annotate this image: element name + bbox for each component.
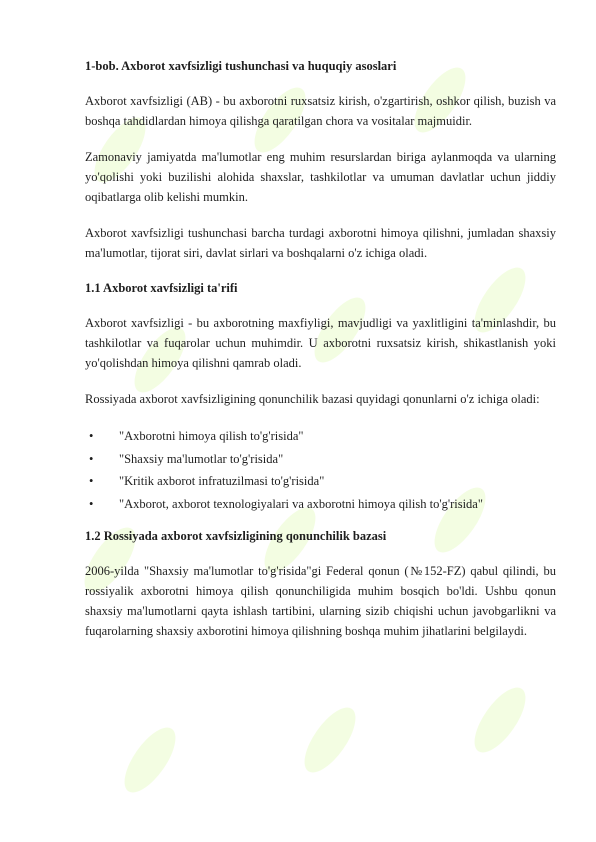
intro-paragraph-3: Axborot xavfsizligi tushunchasi barcha turdagi axborotni himoya qilishni, jumladan shaxsiy ma'lumotlar, tijorat siri, davlat sirlari va boshqalarni o'z ichiga oladi. <box>85 226 556 260</box>
section-1-1-paragraph-1: Axborot xavfsizligi - bu axborotning maxfiyligi, mavjudligi va yaxlitligini ta'minlashdir, bu tashkilotlar va fuqarolar uchun muhimdir. U axborotni ruxsatsiz kirish, shikastlanish yoki yo'qolishdan himoya qilishni qamrab oladi. <box>85 316 556 370</box>
list-item: • "Shaxsiy ma'lumotlar to'g'risida" <box>85 448 556 471</box>
laws-list <box>85 425 556 515</box>
section-1-1-paragraph-2: Rossiyada axborot xavfsizligining qonunchilik bazasi quyidagi qonunlarni o'z ichiga oladi: <box>85 392 540 406</box>
chapter-heading: 1-bob. Axborot xavfsizligi tushunchasi va huquqiy asoslari <box>85 59 397 73</box>
intro-paragraph-1: Axborot xavfsizligi (AB) - bu axborotni ruxsatsiz kirish, o'zgartirish, oshkor qilish, buzish va boshqa tahdidlardan himoya qilishga qaratilgan chora va vositalar majmuidir. <box>85 94 556 128</box>
list-item: • "Axborot, axborot texnologiyalari va axborotni himoya qilish to'g'risida" <box>85 493 556 516</box>
document-page <box>85 57 556 657</box>
list-item: • "Axborotni himoya qilish to'g'risida" <box>85 425 556 448</box>
section-1-2-paragraph: 2006-yilda "Shaxsiy ma'lumotlar to'g'risida"gi Federal qonun (№152-FZ) qabul qilindi, bu rossiyalik axborotni himoya qilish qonunchiligida muhim bosqich bo'ldi. Ushbu qonun shaxsiy ma'lumotlarni qayta ishlash tartibini, ularning sizib chiqishi uchun javobgarlikni va fuqarolarning shaxsiy axborotini himoya qilishning boshqa muhim jihatlarini belgilaydi. <box>85 564 556 638</box>
section-1-1-heading: 1.1 Axborot xavfsizligi ta'rifi <box>85 281 238 295</box>
intro-paragraph-2: Zamonaviy jamiyatda ma'lumotlar eng muhim resurslardan biriga aylanmoqda va ularning yo'qolishi yoki buzilishi alohida shaxslar, tashkilotlar va umuman davlatlar uchun jiddiy oqibatlarga olib kelishi mumkin. <box>85 150 556 204</box>
section-1-2-heading: 1.2 Rossiyada axborot xavfsizligining qonunchilik bazasi <box>85 529 387 543</box>
list-item: • "Kritik axborot infratuzilmasi to'g'risida" <box>85 470 556 493</box>
